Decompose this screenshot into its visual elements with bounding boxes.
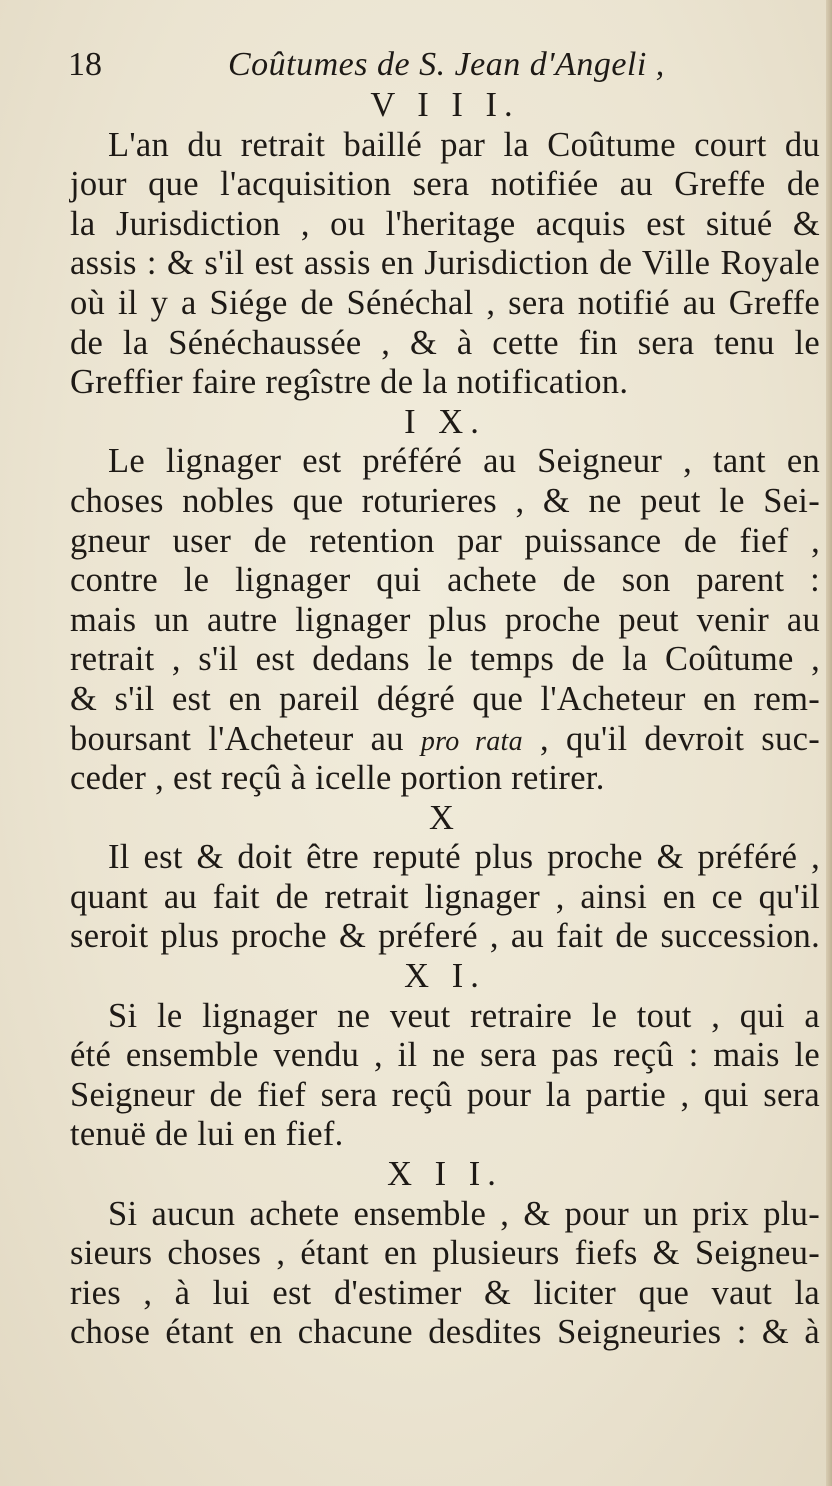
text-line: Il est & doit être reputé plus proche & préféré ,: [108, 838, 820, 877]
page-body: [70, 86, 820, 1353]
section-heading: V I I I.: [370, 86, 520, 124]
text-line: la Jurisdiction , ou l'heritage acquis est situé &: [70, 204, 820, 243]
section-heading: X: [429, 798, 461, 837]
page-edge: [826, 0, 832, 1486]
italic-phrase: pro rata: [420, 725, 523, 757]
section-heading: X I.: [404, 957, 486, 996]
text-line: retrait , s'il est dedans le temps de la Coûtume ,: [70, 640, 820, 679]
text-line: été ensemble vendu , il ne sera pas reçû : mais le: [70, 1036, 820, 1075]
text-line: Greffier faire regîstre de la notification.: [70, 363, 629, 402]
text-line: où il y a Siége de Sénéchal , sera notifié au Greffe: [70, 283, 820, 322]
text-line: Seigneur de fief sera reçû pour la partie , qui sera: [70, 1075, 820, 1114]
section-heading: I X.: [404, 402, 486, 441]
text-line: contre le lignager qui achete de son parent :: [70, 561, 820, 600]
text-line: quant au fait de retrait lignager , ainsi en ce qu'il: [70, 877, 820, 916]
text-line: Le lignager est préféré au Seigneur , tant en: [108, 442, 820, 481]
text-line: ceder , est reçû à icelle portion retirer.: [70, 759, 605, 798]
text-line: jour que l'acquisition sera notifiée au Greffe de: [70, 165, 820, 204]
text-line: & s'il est en pareil dégré que l'Acheteur en rem-: [70, 679, 820, 718]
page-number: 18: [68, 46, 102, 83]
running-title: Coûtumes de S. Jean d'Angeli ,: [228, 46, 665, 83]
text-line: de la Sénéchaussée , & à cette fin sera tenu le: [70, 323, 820, 362]
text-line: tenuë de lui en fief.: [70, 1115, 344, 1154]
text-line: choses nobles que roturieres , & ne peut le Sei-: [70, 481, 820, 520]
text-line: assis : & s'il est assis en Jurisdiction de Ville Royale: [70, 244, 820, 283]
text-line: Si le lignager ne veut retraire le tout , qui a: [108, 996, 820, 1035]
section-heading: X I I.: [387, 1155, 503, 1194]
text-line: boursant l'Acheteur au pro rata , qu'il devroit suc-: [70, 719, 820, 758]
text-line: ries , à lui est d'estimer & liciter que vaut la: [70, 1273, 820, 1312]
text-line: mais un autre lignager plus proche peut venir au: [70, 600, 820, 639]
text-line: gneur user de retention par puissance de fief ,: [70, 521, 820, 560]
text-line: seroit plus proche & préferé , au fait de succession.: [70, 917, 820, 956]
text-line: Si aucun achete ensemble , & pour un prix plu-: [108, 1194, 820, 1233]
text-line: L'an du retrait baillé par la Coûtume court du: [108, 125, 820, 164]
text-line: chose étant en chacune desdites Seigneuries : & à: [70, 1313, 820, 1352]
text-line: sieurs choses , étant en plusieurs fiefs & Seigneu-: [70, 1234, 820, 1273]
